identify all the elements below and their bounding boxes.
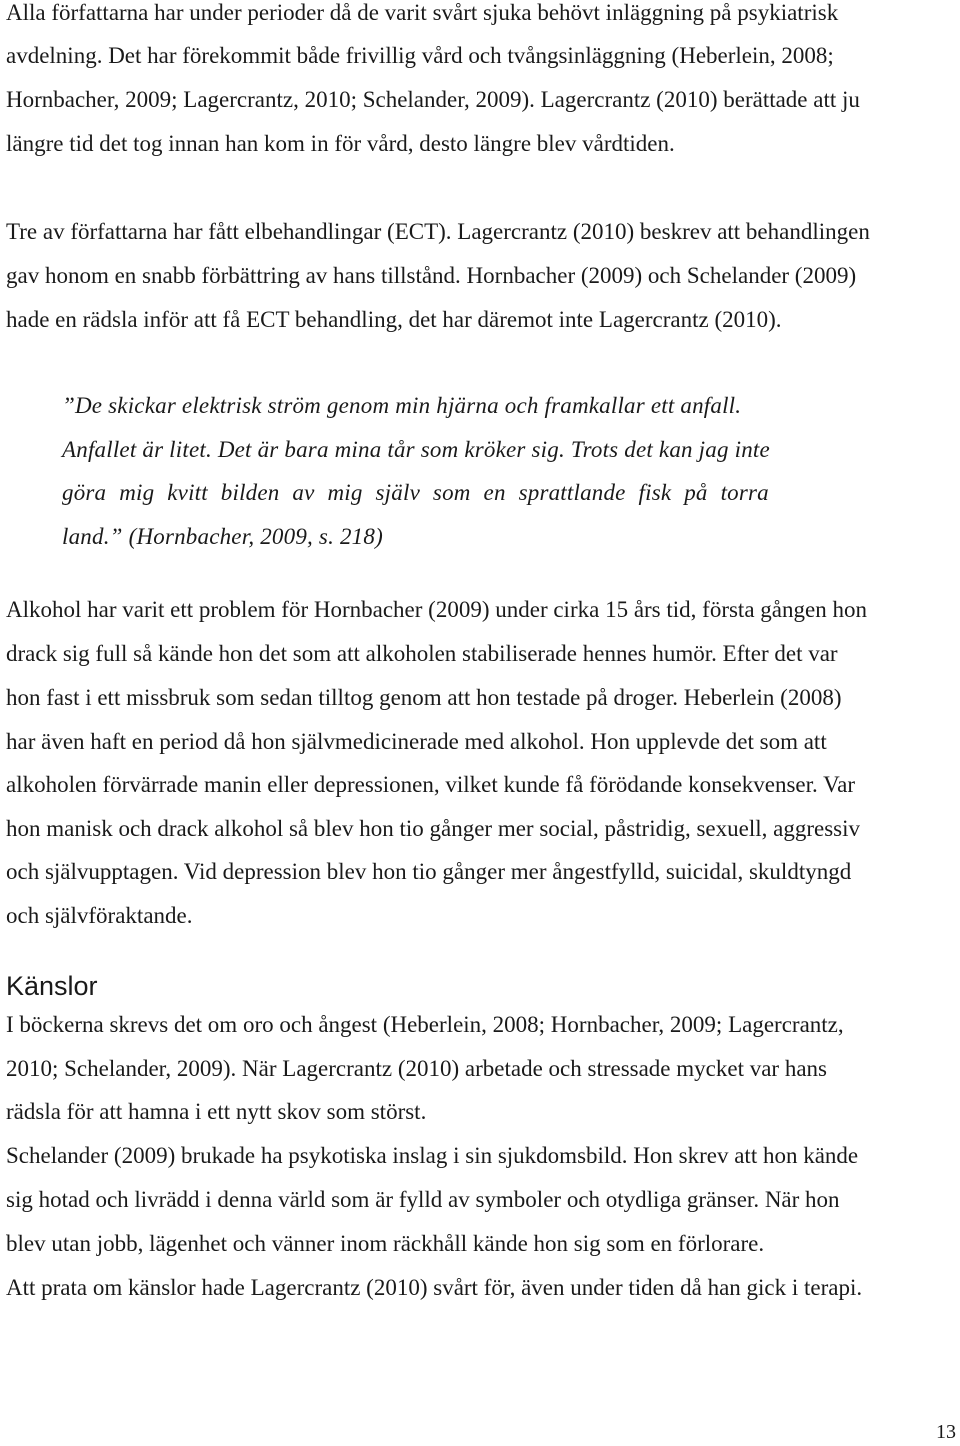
paragraph-3-line-8: och självföraktande. xyxy=(6,903,193,928)
quote-line-4: land.” (Hornbacher, 2009, s. 218) xyxy=(62,524,383,549)
paragraph-3-line-1: Alkohol har varit ett problem för Hornbacher (2009) under cirka 15 års tid, första gången hon xyxy=(6,597,867,622)
paragraph-3-line-7: och självupptagen. Vid depression blev hon tio gånger mer ångestfylld, suicidal, skuldtyngd xyxy=(6,859,852,884)
section-heading: Känslor xyxy=(6,971,98,1001)
paragraph-4-line-2: 2010; Schelander, 2009). När Lagercrantz (2010) arbetade och stressade mycket var hans xyxy=(6,1056,827,1081)
paragraph-2-line-2: gav honom en snabb förbättring av hans tillstånd. Hornbacher (2009) och Schelander (2009) xyxy=(6,263,857,288)
paragraph-3-line-5: alkoholen förvärrade manin eller depressionen, vilket kunde få förödande konsekvenser. Var xyxy=(6,772,856,797)
page-number: 13 xyxy=(936,1421,956,1443)
paragraph-3-line-3: hon fast i ett missbruk som sedan tilltog genom att hon testade på droger. Heberlein (2008) xyxy=(6,685,842,710)
quote-line-1: ”De skickar elektrisk ström genom min hjärna och framkallar ett anfall. xyxy=(62,393,742,418)
quote-line-2: Anfallet är litet. Det är bara mina tår som kröker sig. Trots det kan jag inte xyxy=(62,437,770,462)
paragraph-4-line-1: I böckerna skrevs det om oro och ångest (Heberlein, 2008; Hornbacher, 2009; Lagercrantz, xyxy=(6,1012,844,1037)
paragraph-1-line-1: Alla författarna har under perioder då de varit svårt sjuka behövt inläggning på psykiatrisk xyxy=(6,0,839,25)
paragraph-5-line-2: sig hotad och livrädd i denna värld som är fylld av symboler och otydliga gränser. När hon xyxy=(6,1187,840,1212)
paragraph-3-line-2: drack sig full så kände hon det som att alkoholen stabiliserade hennes humör. Efter det var xyxy=(6,641,838,666)
paragraph-1-line-2: avdelning. Det har förekommit både frivillig vård och tvångsinläggning (Heberlein, 2008; xyxy=(6,43,834,68)
paragraph-2-line-3: hade en rädsla inför att få ECT behandling, det har däremot inte Lagercrantz (2010). xyxy=(6,307,782,332)
paragraph-6-line-1: Att prata om känslor hade Lagercrantz (2010) svårt för, även under tiden då han gick i terapi. xyxy=(6,1275,863,1300)
paragraph-3-line-4: har även haft en period då hon självmedicinerade med alkohol. Hon upplevde det som att xyxy=(6,729,827,754)
paragraph-5-line-1: Schelander (2009) brukade ha psykotiska inslag i sin sjukdomsbild. Hon skrev att hon kände xyxy=(6,1143,859,1168)
paragraph-4-line-3: rädsla för att hamna i ett nytt skov som störst. xyxy=(6,1099,427,1124)
quote-line-3: göra mig kvitt bilden av mig själv som en sprattlande fisk på torra xyxy=(62,480,769,505)
paragraph-3-line-6: hon manisk och drack alkohol så blev hon tio gånger mer social, påstridig, sexuell, aggressiv xyxy=(6,816,860,841)
paragraph-2-line-1: Tre av författarna har fått elbehandlingar (ECT). Lagercrantz (2010) beskrev att behandlingen xyxy=(6,219,870,244)
paragraph-5-line-3: blev utan jobb, lägenhet och vänner inom räckhåll kände hon sig som en förlorare. xyxy=(6,1231,765,1256)
paragraph-1-line-3: Hornbacher, 2009; Lagercrantz, 2010; Schelander, 2009). Lagercrantz (2010) berättade att ju xyxy=(6,87,860,112)
paragraph-1-line-4: längre tid det tog innan han kom in för vård, desto längre blev vårdtiden. xyxy=(6,131,675,156)
